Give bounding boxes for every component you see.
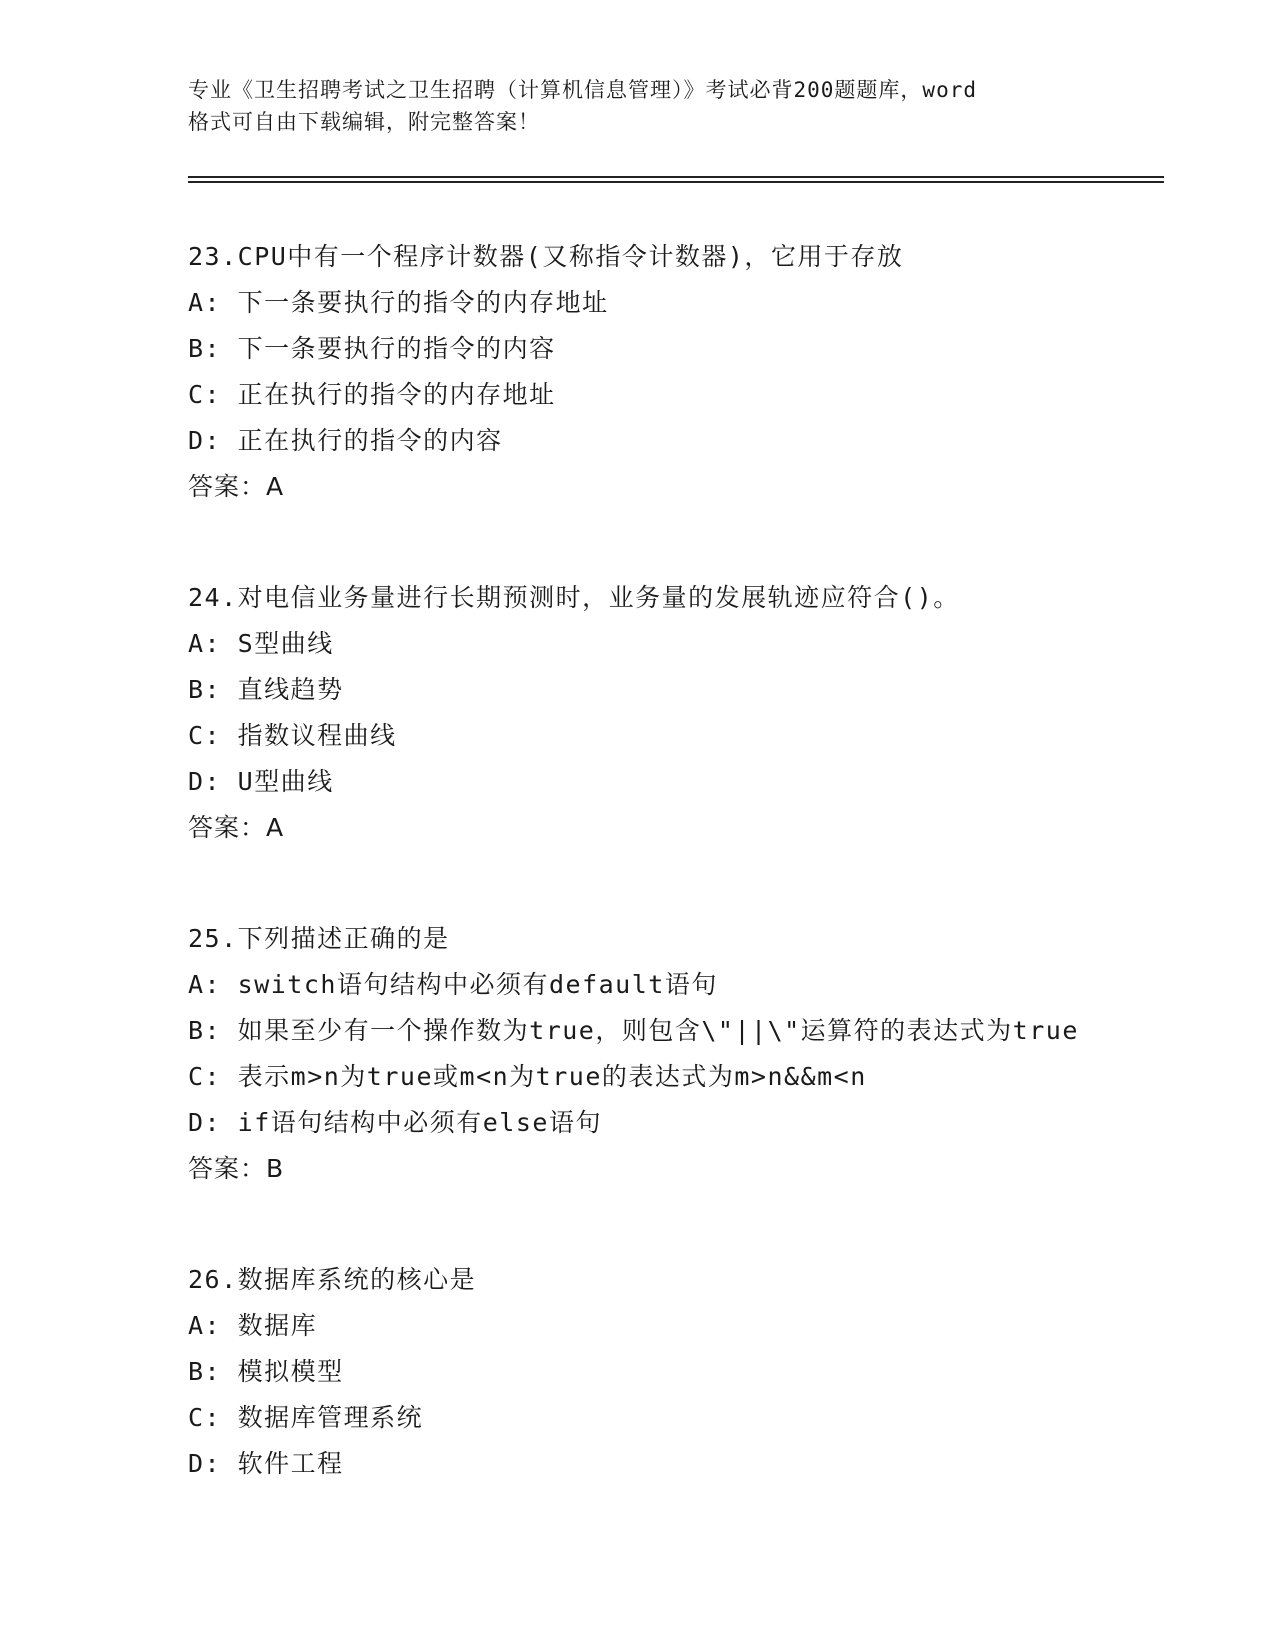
option-b: B: 直线趋势 bbox=[188, 675, 344, 704]
header-line-1: 专业《卫生招聘考试之卫生招聘（计算机信息管理）》考试必背200题题库，word bbox=[188, 78, 977, 102]
question-24 bbox=[188, 575, 1108, 851]
question-23 bbox=[188, 234, 1108, 510]
answer-line: 答案：B bbox=[188, 1154, 285, 1183]
option-d: D: 软件工程 bbox=[188, 1449, 344, 1478]
answer-line: 答案：A bbox=[188, 472, 285, 501]
option-c: C: 正在执行的指令的内存地址 bbox=[188, 380, 556, 409]
question-26 bbox=[188, 1257, 1108, 1487]
option-b: B: 模拟模型 bbox=[188, 1357, 344, 1386]
option-d: D: if语句结构中必须有else语句 bbox=[188, 1108, 602, 1137]
option-a: A: 下一条要执行的指令的内存地址 bbox=[188, 288, 609, 317]
question-25 bbox=[188, 916, 1108, 1192]
question-stem: 23.CPU中有一个程序计数器(又称指令计数器)，它用于存放 bbox=[188, 242, 904, 271]
question-list bbox=[188, 234, 1108, 1552]
question-stem: 25.下列描述正确的是 bbox=[188, 924, 450, 953]
answer-line: 答案：A bbox=[188, 813, 285, 842]
option-d: D: 正在执行的指令的内容 bbox=[188, 426, 503, 455]
option-a: A: 数据库 bbox=[188, 1311, 318, 1340]
option-a: A: S型曲线 bbox=[188, 629, 334, 658]
question-stem: 24.对电信业务量进行长期预测时，业务量的发展轨迹应符合()。 bbox=[188, 583, 960, 612]
header-line-2: 格式可自由下载编辑，附完整答案！ bbox=[188, 110, 540, 134]
option-b: B: 下一条要执行的指令的内容 bbox=[188, 334, 556, 363]
option-c: C: 表示m>n为true或m<n为true的表达式为m>n&&m<n bbox=[188, 1062, 867, 1091]
option-c: C: 数据库管理系统 bbox=[188, 1403, 424, 1432]
option-c: C: 指数议程曲线 bbox=[188, 721, 397, 750]
option-d: D: U型曲线 bbox=[188, 767, 334, 796]
header-divider-bottom bbox=[188, 181, 1164, 183]
option-b: B: 如果至少有一个操作数为true，则包含\"||\"运算符的表达式为true bbox=[188, 1016, 1079, 1045]
header-divider-top bbox=[188, 176, 1164, 178]
question-stem: 26.数据库系统的核心是 bbox=[188, 1265, 477, 1294]
option-a: A: switch语句结构中必须有default语句 bbox=[188, 970, 718, 999]
document-header bbox=[188, 74, 1088, 138]
